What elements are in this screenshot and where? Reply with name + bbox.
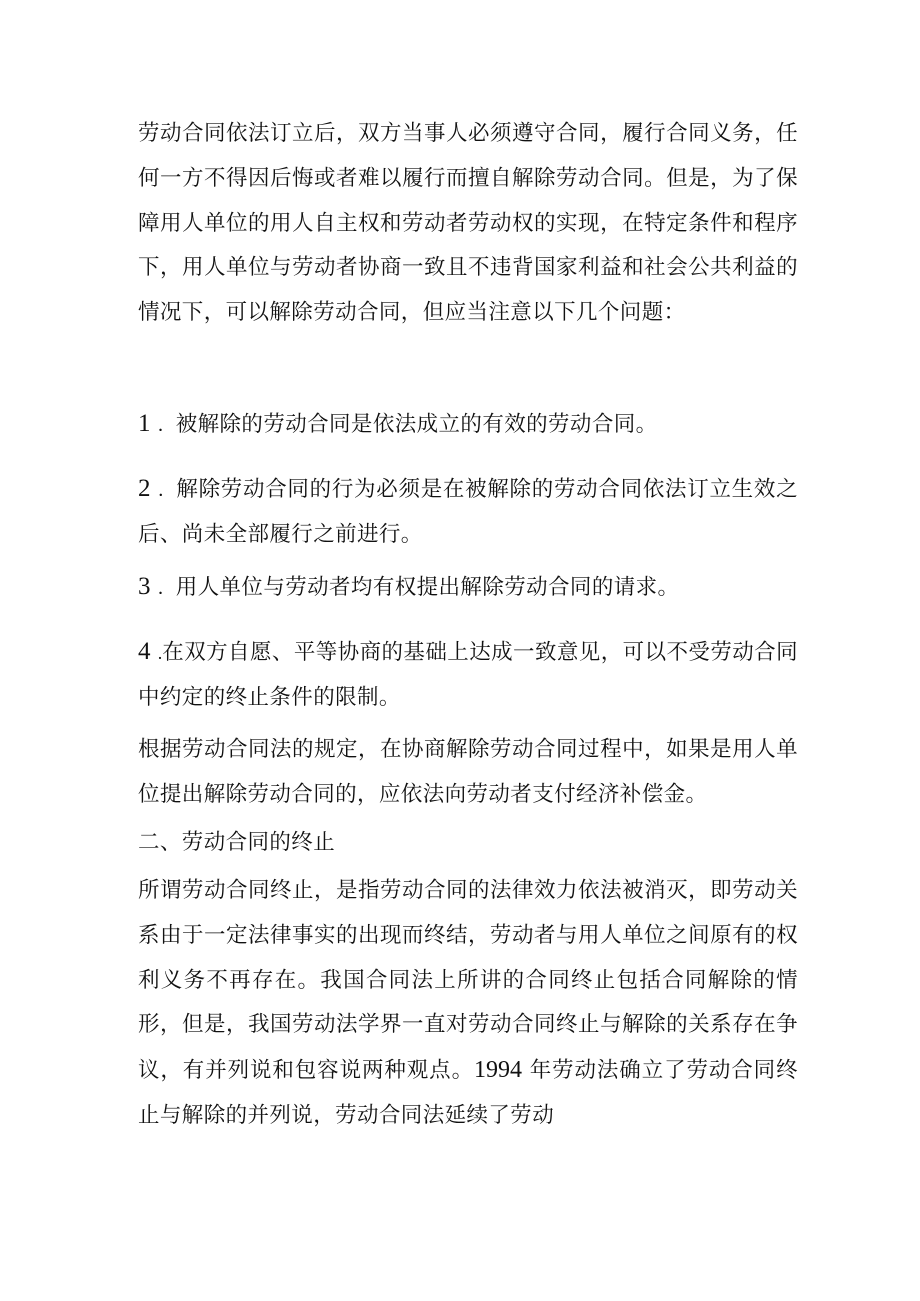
section-heading-text: 二、劳动合同的终止 xyxy=(138,830,336,855)
intro-paragraph xyxy=(138,112,798,336)
termination-paragraph-text: 所谓劳动合同终止，是指劳动合同的法律效力依法被消灭，即劳动关系由于一定法律事实的出现而终结，劳动者与用人单位之间原有的权利义务不再存在。我国合同法上所讲的合同终止包括合同解除的情形，但是，我国劳动法学界一直对劳动合同终止与解除的关系存在争议，有并列说和包容说两种观点。 xyxy=(138,878,798,1084)
list-item-number: 2 xyxy=(138,475,151,502)
list-item-text: 在双方自愿、平等协商的基础上达成一致意见，可以不受劳动合同中约定的终止条件的限制。 xyxy=(138,640,799,710)
list-item-1 xyxy=(138,402,798,448)
compensation-paragraph xyxy=(138,728,798,818)
list-item-separator: . xyxy=(157,643,163,663)
termination-paragraph-continuation: 年劳动法确立了劳动合同终止与解除的并列说，劳动合同法延续了劳动 xyxy=(138,1058,798,1128)
list-item-number: 1 xyxy=(138,410,151,437)
list-item-separator: ． xyxy=(158,480,177,500)
list-item-number: 4 xyxy=(138,638,151,665)
termination-year: 1994 xyxy=(473,1057,522,1084)
list-item-text: 用人单位与劳动者均有权提出解除劳动合同的请求。 xyxy=(175,575,680,600)
list-item-text: 被解除的劳动合同是依法成立的有效的劳动合同。 xyxy=(175,412,658,437)
section-heading xyxy=(138,821,335,866)
list-item-text: 解除劳动合同的行为必须是在被解除的劳动合同依法订立生效之后、尚未全部履行之前进行。 xyxy=(138,477,798,547)
list-item-3 xyxy=(138,565,798,611)
list-item-number: 3 xyxy=(138,573,151,600)
compensation-paragraph-text: 根据劳动合同法的规定，在协商解除劳动合同过程中，如果是用人单位提出解除劳动合同的，应依法向劳动者支付经济补偿金。 xyxy=(138,737,798,807)
termination-paragraph xyxy=(138,869,798,1139)
list-item-separator: ． xyxy=(157,415,176,435)
list-item-separator: ． xyxy=(157,578,176,598)
intro-paragraph-text: 劳动合同依法订立后，双方当事人必须遵守合同，履行合同义务，任何一方不得因后悔或者难以履行而擅自解除劳动合同。但是，为了保障用人单位的用人自主权和劳动者劳动权的实现，在特定条件和程序下，用人单位与劳动者协商一致且不违背国家利益和社会公共利益的情况下，可以解除劳动合同，但应当注意以下几个问题： xyxy=(138,121,798,326)
list-item-4 xyxy=(138,630,798,721)
list-item-2 xyxy=(138,467,798,558)
